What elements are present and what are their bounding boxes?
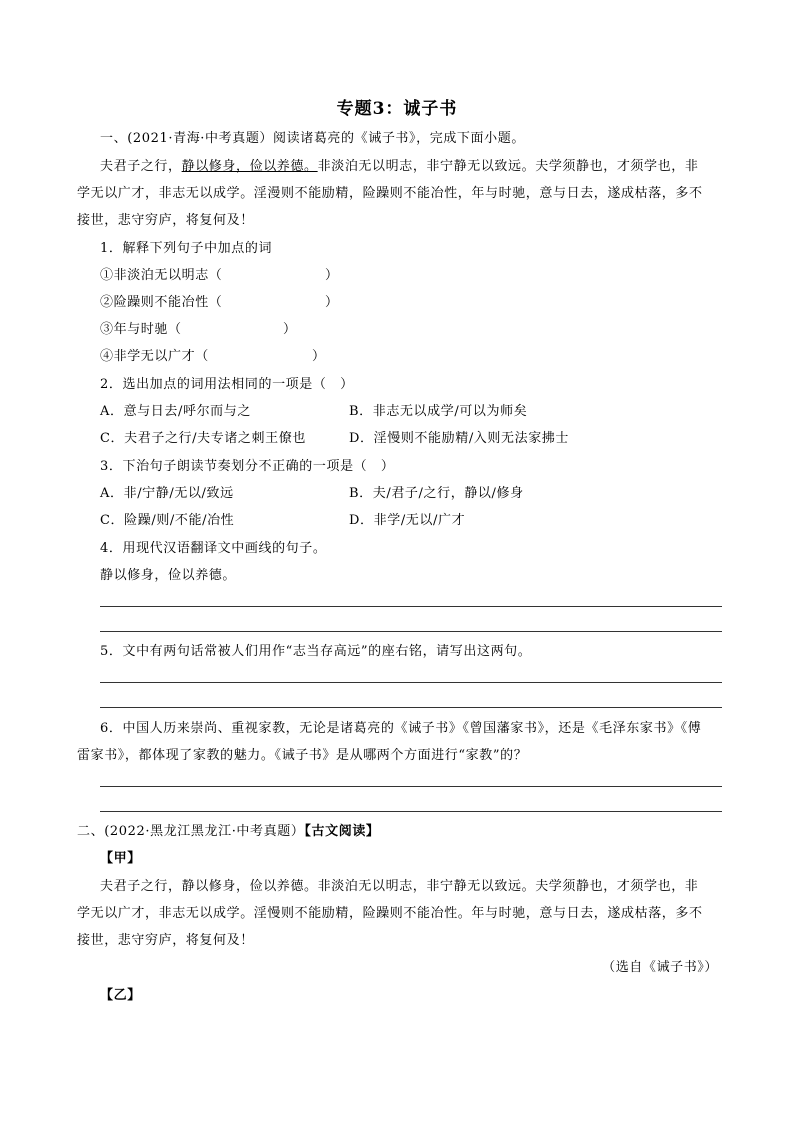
option-b: B．非志无以成学/可以为师矣: [349, 404, 528, 419]
option-b: B．夫/君子/之行，静以/修身: [349, 486, 524, 501]
subquestion-6-line-1: 6．中国人历来崇尚、重视家教，无论是诸葛亮的《诫子书》《曾国藩家书》，还是《毛泽东家书》《傅: [100, 721, 702, 736]
page-title: 专题3：诚子书: [336, 99, 458, 119]
subquestion-1-item: ④非学无以广才（: [100, 349, 209, 364]
blank-close: ）: [325, 268, 339, 283]
q2-intro: [77, 823, 380, 841]
underlined-sentence: 静以修身，俭以养德。: [181, 159, 318, 174]
option-c: C．险躁/则/不能/冶性: [100, 513, 235, 528]
subquestion-5-title: 5．文中有两句话常被人们用作“志当存高远”的座右铭，请写出这两句。: [100, 644, 532, 659]
translate-sentence: 静以修身，俭以养德。: [100, 568, 237, 583]
q2-passage-line-1: 夫君子之行，静以修身，俭以养德。非淡泊无以明志，非宁静无以致远。夫学须静也，才须学也，非: [100, 879, 699, 894]
passage-source: （选自《诫子书》）: [602, 960, 718, 975]
answer-line[interactable]: [100, 682, 722, 683]
section-tag: 【古文阅读】: [304, 824, 380, 839]
answer-line[interactable]: [100, 631, 722, 632]
q2-passage-line-3: 接世，悲守穷庐，将复何及！: [77, 933, 254, 948]
answer-line[interactable]: [100, 707, 722, 708]
passage-text: 夫君子之行，: [100, 159, 182, 174]
q1-passage-line-1: [100, 158, 698, 176]
q1-passage-line-2: 学无以广才，非志无以成学。淫漫则不能励精，险躁则不能冶性，年与时驰，意与日去，遂成枯落，多不: [77, 186, 703, 201]
answer-line[interactable]: [100, 786, 722, 787]
option-a: A．非/宁静/无以/致远: [100, 486, 234, 501]
subquestion-1-item: ③年与时驰（: [100, 322, 182, 337]
subquestion-1-title: 1．解释下列句子中加点的词: [100, 241, 273, 256]
blank-close: ）: [325, 295, 339, 310]
option-d: D．非学/无以/广才: [349, 513, 466, 528]
answer-line[interactable]: [100, 811, 722, 812]
option-d: D．淫慢则不能励精/入则无法家拂士: [349, 431, 570, 446]
subquestion-3-title: 3．下治句子朗读节奏划分不正确的一项是（ ）: [100, 459, 395, 474]
option-a: A．意与日去/呼尔而与之: [100, 404, 251, 419]
passage-text: 非淡泊无以明志，非宁静无以致远。夫学须静也，才须学也，非: [317, 159, 699, 174]
subquestion-1-item: ②险躁则不能冶性（: [100, 295, 223, 310]
blank-close: ）: [312, 349, 326, 364]
q2-source: 二、(2022·黑龙江黑龙江·中考真题）: [77, 824, 305, 839]
answer-line[interactable]: [100, 606, 722, 607]
blank-close: ）: [283, 322, 297, 337]
q2-passage-line-2: 学无以广才，非志无以成学。淫慢则不能励精，险躁则不能冶性。年与时驰，意与日去，遂成枯落，多不: [77, 906, 703, 921]
subquestion-4-title: 4．用现代汉语翻译文中画线的句子。: [100, 541, 327, 556]
passage-label-yi: 【乙】: [100, 988, 141, 1003]
subquestion-6-line-2: 雷家书》，都体现了家教的魅力。《诫子书》是从哪两个方面进行“家教”的？: [77, 748, 528, 763]
option-c: C．夫君子之行/夫专诸之刺王僚也: [100, 431, 306, 446]
q1-intro: 一、(2021·青海·中考真题）阅读诸葛亮的《诫子书》，完成下面小题。: [100, 131, 525, 146]
passage-label-jia: 【甲】: [100, 851, 141, 866]
subquestion-1-item: ①非淡泊无以明志（: [100, 268, 223, 283]
subquestion-2-title: 2．选出加点的词用法相同的一项是（ ）: [100, 377, 354, 392]
q1-passage-line-3: 接世，悲守穷庐，将复何及！: [77, 213, 254, 228]
